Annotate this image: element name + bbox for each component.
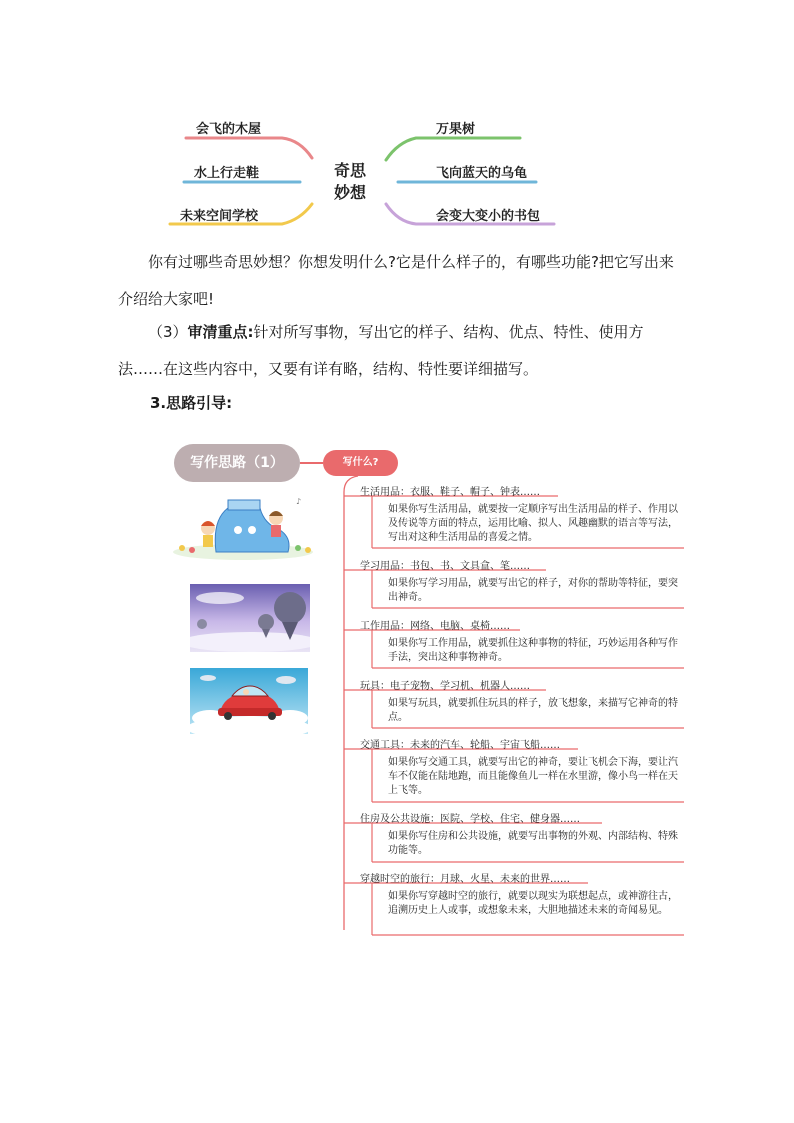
mindmap-right-item-3: 会变大变小的书包 — [436, 209, 541, 224]
mindmap-center-line-2: 妙想 — [333, 183, 366, 202]
guide-category-6: 住房及公共设施：医院、学校、住宅、健身器…… — [360, 814, 580, 825]
guide-category-5: 交通工具：未来的汽车、轮船、宇宙飞船…… — [360, 740, 560, 751]
mindmap-left-item-2: 水上行走鞋 — [194, 166, 260, 181]
svg-text:♪: ♪ — [296, 497, 302, 506]
guide-desc-3: 如果你写工作用品，就要抓住这种事物的特征，巧妙运用各种写作手法，突出这种事物神奇。 — [388, 638, 678, 663]
focus-number: （3） — [148, 323, 188, 341]
guide-desc-6: 如果你写住房和公共设施，就要写出事物的外观、内部结构、特殊功能等。 — [388, 831, 678, 856]
cartoon-kids-shoe-house-image — [168, 490, 318, 562]
guide-desc-5: 如果你写交通工具，就要写出它的神奇，要让飞机会下海，要让汽车不仅能在陆地跑，而且能像鱼儿一样在水里游，像小鸟一样在天上飞等。 — [388, 757, 678, 796]
paragraph-prompt: 你有过哪些奇思妙想？你想发明什么?它是什么样子的，有哪些功能?把它写出来介绍给大家吧! — [118, 253, 674, 308]
mindmap-left-item-3: 未来空间学校 — [180, 209, 259, 224]
guide-desc-2: 如果你写学习用品，就要写出它的样子，对你的帮助等特征，要突出神奇。 — [388, 578, 678, 603]
mindmap-center-line-1: 奇思 — [333, 161, 366, 180]
guide-category-7: 穿越时空的旅行：月球、火星、未来的世界…… — [360, 874, 570, 885]
cartoon-flying-car-image — [190, 668, 308, 734]
writing-idea-title: 写作思路（1） — [174, 444, 300, 482]
guide-category-1: 生活用品：衣服、鞋子、帽子、钟表…… — [360, 487, 540, 498]
section-heading: 3.思路引导: — [150, 394, 233, 412]
guide-category-2: 学习用品：书包、书、文具盒、笔…… — [360, 561, 530, 572]
guide-category-4: 玩具：电子宠物、学习机、机器人…… — [360, 681, 530, 692]
mindmap-left-item-1: 会飞的木屋 — [196, 122, 262, 137]
focus-text: 针对所写事物，写出它的样子、结构、优点、特性、使用方法……在这些内容中，又要有详有略，结构、特性要详细描写。 — [118, 323, 644, 378]
guide-desc-4: 如果写玩具，就要抓住玩具的样子，放飞想象，来描写它神奇的特点。 — [388, 698, 678, 723]
what-to-write-pill: 写什么? — [323, 450, 398, 476]
guide-desc-7: 如果你写穿越时空的旅行，就要以现实为联想起点，或神游往古，追溯历史上人或事，或想象未来，大胆地描述未来的奇闻易见。 — [388, 891, 678, 916]
guide-desc-1: 如果你写生活用品，就要按一定顺序写出生活用品的样子、作用以及传说等方面的特点，运用比喻、拟人、风趣幽默的语言等写法，写出对这种生活用品的喜爱之情。 — [388, 504, 678, 543]
mindmap-right-item-2: 飞向蓝天的乌龟 — [436, 166, 528, 181]
focus-bold-label: 审清重点: — [187, 323, 254, 341]
mindmap-right-item-1: 万果树 — [436, 122, 476, 137]
guide-category-3: 工作用品：网络、电脑、桌椅…… — [360, 621, 510, 632]
floating-islands-sky-image — [190, 584, 310, 652]
